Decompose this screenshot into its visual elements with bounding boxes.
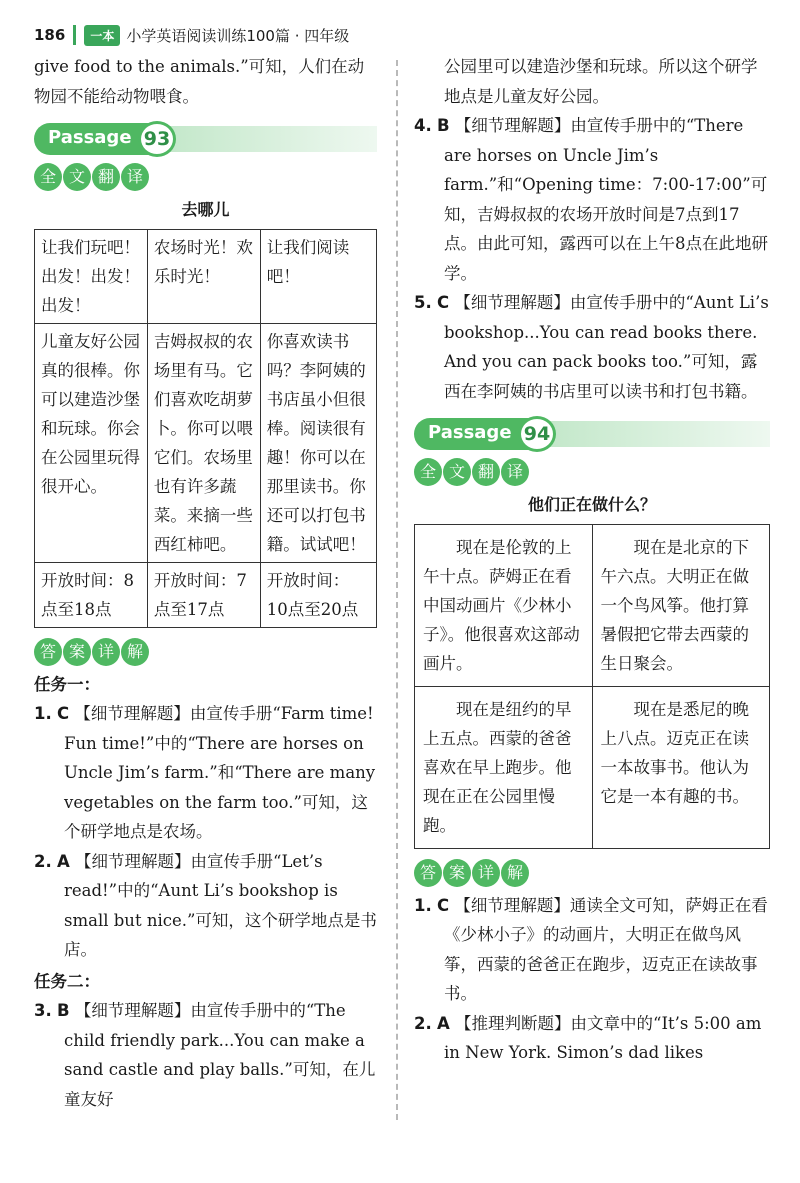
heading-char: 文 [63,163,91,191]
table-cell: 农场时光！欢乐时光！ [147,229,260,323]
heading-char: 详 [472,859,500,887]
answer-item: 5. C 【细节理解题】由宣传手册中的“Aunt Li’s bookshop...You can read books there. And you can pack books too.”可知，露西在李阿姨的书店里可以读书和打包书籍。 [414,293,769,401]
table-cell: 开放时间：10点至20点 [260,562,376,627]
heading-char: 案 [63,638,91,666]
heading-char: 答 [34,638,62,666]
page-number: 186 [34,26,66,44]
translation-table-94 [414,524,770,849]
answer-heading [34,638,377,666]
passage-number: 93 [138,121,176,157]
table-cell: 吉姆叔叔的农场里有马。它们喜欢吃胡萝卜。你可以喂它们。农场里也有许多蔬菜。来摘一些西红柿吧。 [147,323,260,562]
table-row [35,562,377,627]
heading-char: 文 [443,458,471,486]
right-column [414,52,770,1068]
answer-item: 2. A 【细节理解题】由宣传手册“Let’s read!”中的“Aunt Li’s bookshop is small but nice.”可知，这个研学地点是书店。 [34,851,377,959]
answer-item: 4. B 【细节理解题】由宣传手册中的“There are horses on Uncle Jim’s farm.”和“Opening time：7:00-17:00”可知，吉姆叔叔的农场开放时间是7点到17点。由此可知，露西可以在上午8点在此地研学。 [414,116,768,283]
table-cell: 现在是伦敦的上午十点。萨姆正在看中国动画片《少林小子》。他很喜欢这部动画片。 [415,524,593,686]
continued-text: 公园里可以建造沙堡和玩球。所以这个研学地点是儿童友好公园。 [444,57,758,106]
table-cell: 你喜欢读书吗？李阿姨的书店虽小但很棒。阅读很有趣！你可以在那里读书。你还可以打包书籍。试试吧！ [260,323,376,562]
translation-table-93 [34,229,377,628]
table-cell: 现在是悉尼的晚上八点。迈克正在读一本故事书。他认为它是一本有趣的书。 [592,686,770,848]
table-cell: 开放时间：7点至17点 [147,562,260,627]
heading-char: 案 [443,859,471,887]
table-cell: 让我们阅读吧！ [260,229,376,323]
heading-char: 详 [92,638,120,666]
page-header [34,22,349,48]
header-divider [73,25,76,45]
continued-text: give food to the animals.”可知，人们在动物园不能给动物喂食。 [34,57,365,106]
table-row [35,323,377,562]
translation-title: 他们正在做什么？ [527,495,656,514]
table-cell: 现在是北京的下午六点。大明正在做一个鸟风筝。他打算暑假把它带去西蒙的生日聚会。 [592,524,770,686]
passage-number: 94 [518,416,556,452]
table-cell: 儿童友好公园真的很棒。你可以建造沙堡和玩球。你会在公园里玩得很开心。 [35,323,148,562]
heading-char: 解 [121,638,149,666]
answer-item: 1. C 【细节理解题】由宣传手册“Farm time! Fun time!”中的“There are horses on Uncle Jim’s farm.”和“There are many vegetables on the farm too.”可知，这个研学地点是农场。 [34,704,376,841]
passage-label: Passage [48,127,132,148]
passage-94-banner [414,416,770,452]
heading-char: 翻 [472,458,500,486]
table-row [415,524,770,686]
book-title: 小学英语阅读训练100篇 · 四年级 [126,26,350,45]
answer-item: 2. A 【推理判断题】由文章中的“It’s 5:00 am in New York. Simon’s dad likes [414,1013,762,1062]
table-cell: 开放时间：8点至18点 [35,562,148,627]
heading-char: 解 [501,859,529,887]
answer-item: 3. B 【细节理解题】由宣传手册中的“The child friendly park...You can make a sand castle and play balls.”可知，在儿童友好 [34,1001,376,1109]
passage-93-banner [34,121,377,157]
translation-heading [414,458,770,486]
answer-item: 1. C 【细节理解题】通读全文可知，萨姆正在看《少林小子》的动画片，大明正在做鸟风筝，西蒙的爸爸正在跑步，迈克正在读故事书。 [414,895,768,1003]
answer-heading [414,859,770,887]
table-row [415,686,770,848]
task-heading: 任务一： [34,674,100,694]
translation-heading [34,163,377,191]
table-cell: 让我们玩吧！出发！出发！出发！ [35,229,148,323]
table-row [35,229,377,323]
heading-char: 译 [501,458,529,486]
task-heading: 任务二： [34,971,100,991]
heading-char: 全 [34,163,62,191]
heading-char: 答 [414,859,442,887]
heading-char: 翻 [92,163,120,191]
table-cell: 现在是纽约的早上五点。西蒙的爸爸喜欢在早上跑步。他现在正在公园里慢跑。 [415,686,593,848]
brand-logo: 一本 [84,25,120,46]
passage-label: Passage [428,422,512,443]
translation-title: 去哪儿 [181,200,230,219]
column-divider [396,60,398,1120]
heading-char: 译 [121,163,149,191]
heading-char: 全 [414,458,442,486]
left-column [34,52,377,1114]
